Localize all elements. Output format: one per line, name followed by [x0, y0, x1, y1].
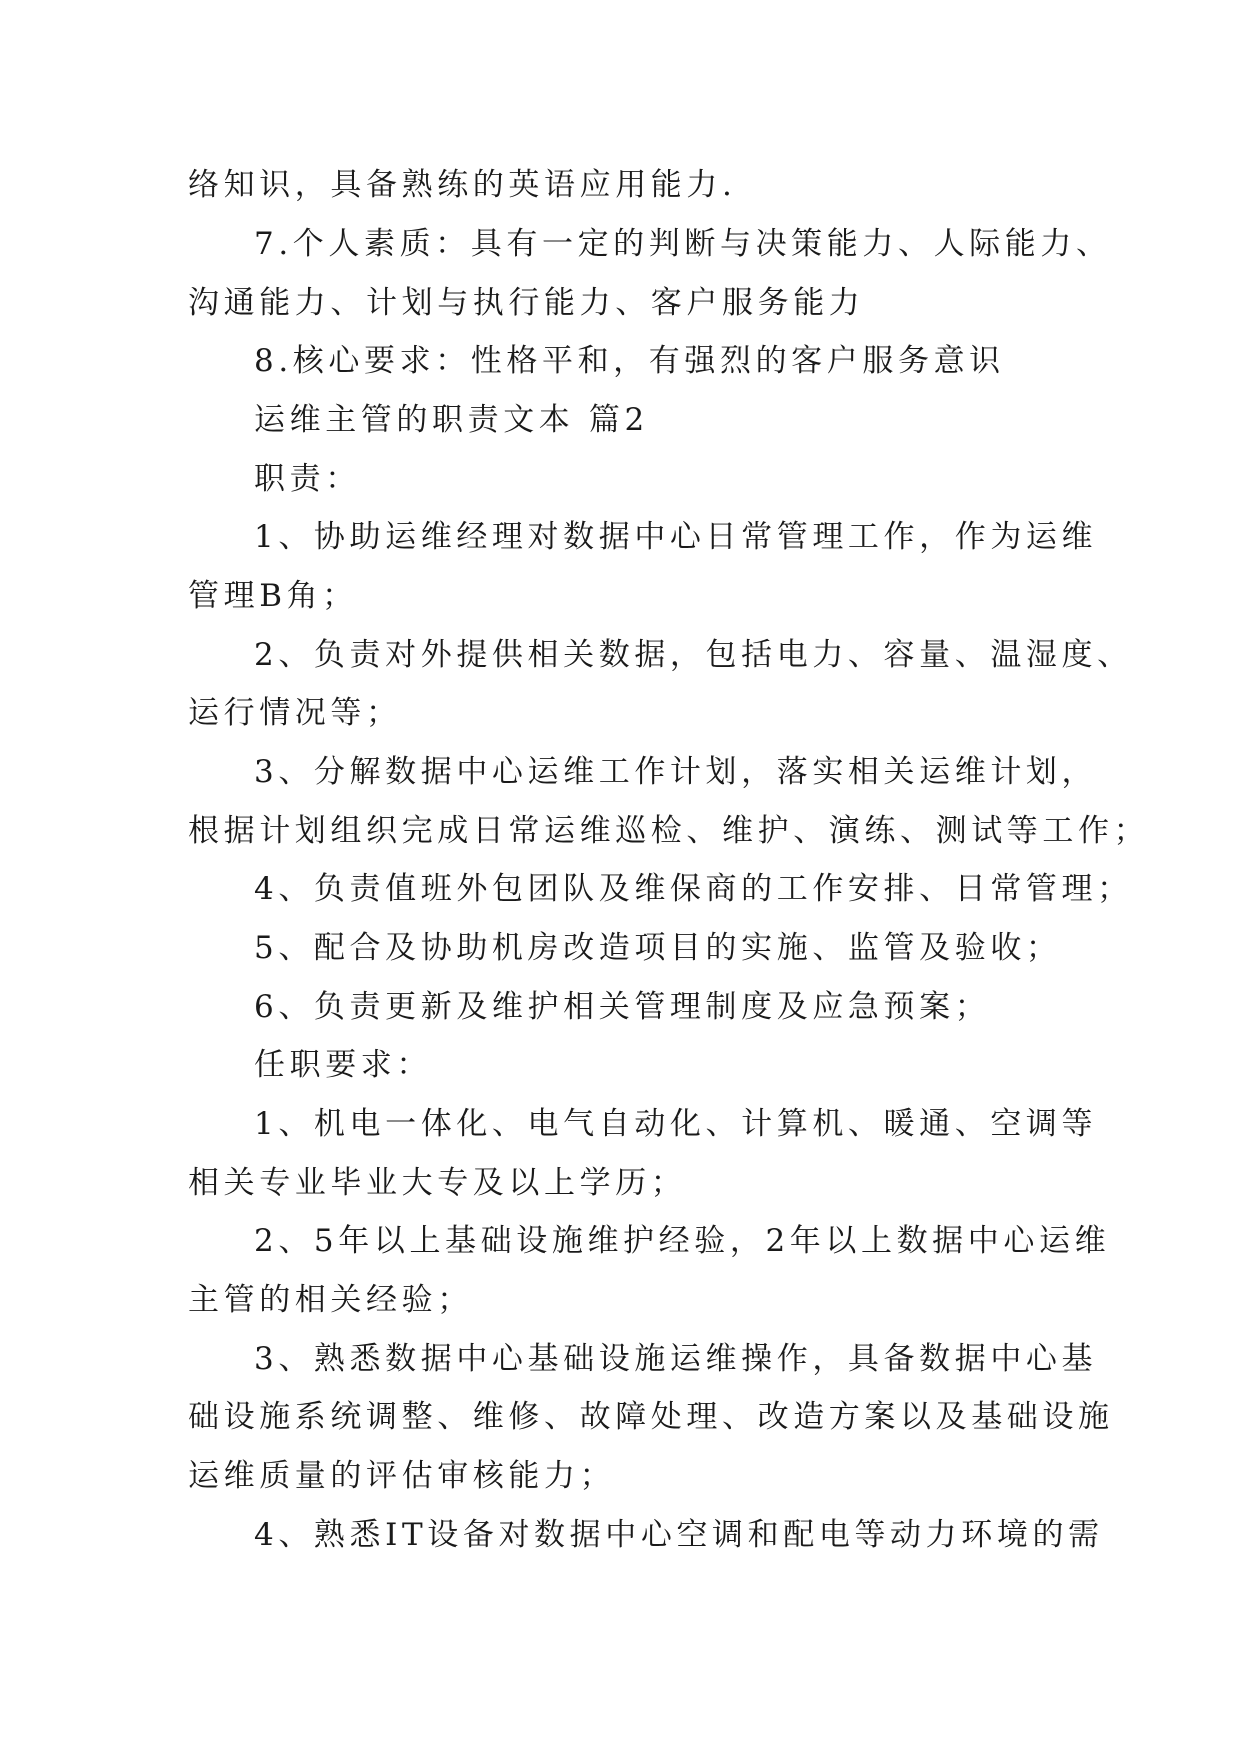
text-line: 主管的相关经验；: [188, 1282, 473, 1318]
text-line: 2、负责对外提供相关数据，包括电力、容量、温湿度、: [254, 637, 1133, 673]
text-line: 管理B角；: [188, 578, 358, 614]
text-line: 础设施系统调整、维修、故障处理、改造方案以及基础设施: [188, 1399, 1114, 1435]
section-heading: 运维主管的职责文本 篇2: [254, 402, 649, 438]
text-line: 5、配合及协助机房改造项目的实施、监管及验收；: [254, 930, 1062, 966]
text-line: 6、负责更新及维护相关管理制度及应急预案；: [254, 989, 991, 1025]
subheading-duties: 职责：: [254, 461, 361, 497]
text-line: 3、分解数据中心运维工作计划，落实相关运维计划，: [254, 754, 1098, 790]
text-line: 7.个人素质：具有一定的判断与决策能力、人际能力、: [254, 226, 1112, 262]
text-line: 运维质量的评估审核能力；: [188, 1458, 616, 1494]
text-line: 相关专业毕业大专及以上学历；: [188, 1165, 687, 1201]
text-line: 4、负责值班外包团队及维保商的工作安排、日常管理；: [254, 871, 1133, 907]
text-line: 1、机电一体化、电气自动化、计算机、暖通、空调等: [254, 1106, 1098, 1142]
text-line: 运行情况等；: [188, 695, 402, 731]
text-line: 3、熟悉数据中心基础设施运维操作，具备数据中心基: [254, 1341, 1098, 1377]
text-line: 络知识，具备熟练的英语应用能力.: [188, 167, 737, 203]
text-line: 沟通能力、计划与执行能力、客户服务能力: [188, 285, 865, 321]
subheading-requirements: 任职要求：: [254, 1047, 432, 1083]
text-line: 8.核心要求：性格平和，有强烈的客户服务意识: [254, 343, 1005, 379]
text-line: 根据计划组织完成日常运维巡检、维护、演练、测试等工作；: [188, 813, 1150, 849]
text-line: 2、5年以上基础设施维护经验，2年以上数据中心运维: [254, 1223, 1111, 1259]
text-line: 1、协助运维经理对数据中心日常管理工作，作为运维: [254, 519, 1098, 555]
text-line: 4、熟悉IT设备对数据中心空调和配电等动力环境的需: [254, 1517, 1104, 1553]
